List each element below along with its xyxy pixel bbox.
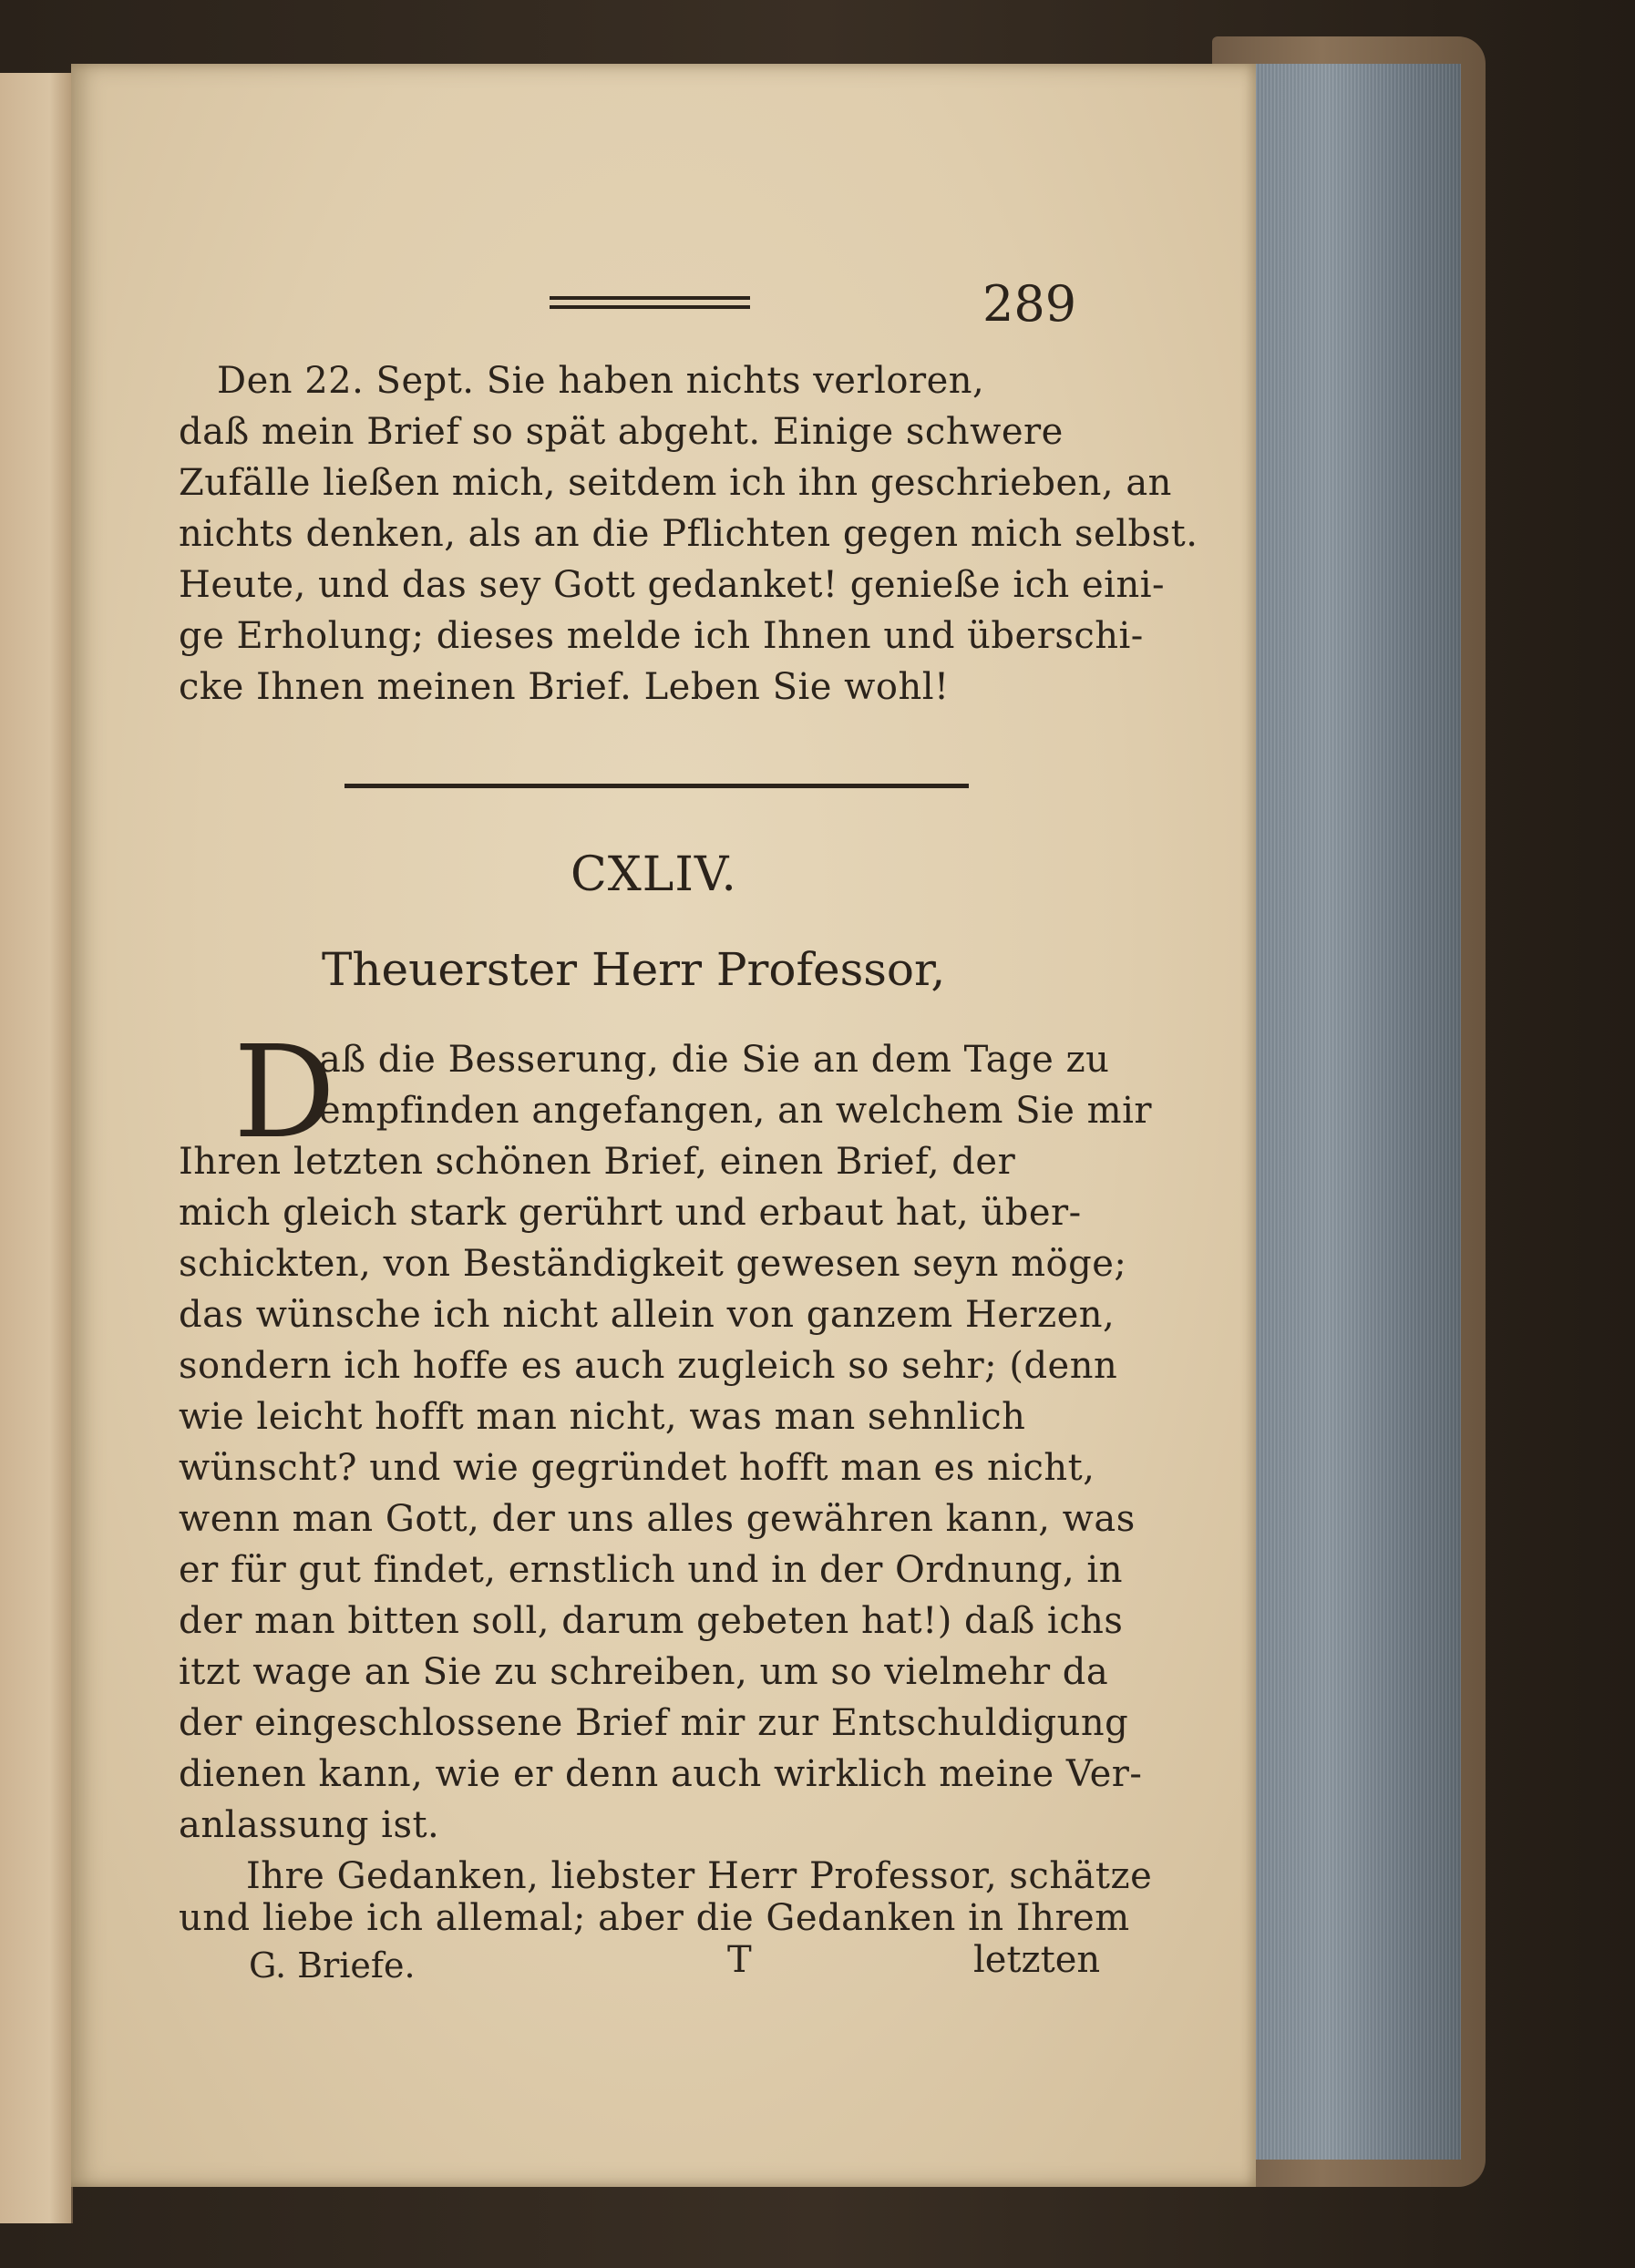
- letter-line: empfinden angefangen, an welchem Sie mir: [319, 1090, 1153, 1132]
- letter-line: schickten, von Beständigkeit gewesen seyn möge;: [179, 1243, 1127, 1285]
- letter-line: anlassung ist.: [179, 1804, 440, 1846]
- letter-line: itzt wage an Sie zu schreiben, um so vielmehr da: [179, 1651, 1109, 1693]
- section-separator-rule: [344, 784, 969, 788]
- signature-mark: T: [727, 1939, 752, 1981]
- entry-line: Den 22. Sept. Sie haben nichts verloren,: [217, 360, 985, 402]
- catchword: letzten: [973, 1939, 1101, 1981]
- page-block-edges: [1253, 64, 1461, 2160]
- entry-line: Heute, und das sey Gott gedanket! genieße ich eini-: [179, 564, 1166, 606]
- letter-line: wenn man Gott, der uns alles gewähren kann, was: [179, 1498, 1136, 1540]
- letter-line: der man bitten soll, darum gebeten hat!) daß ichs: [179, 1600, 1124, 1642]
- book-page: [71, 64, 1256, 2187]
- letter-line: und liebe ich allemal; aber die Gedanken in Ihrem: [179, 1897, 1130, 1939]
- header-double-rule: [550, 296, 750, 309]
- letter-line: mich gleich stark gerührt und erbaut hat, über-: [179, 1192, 1082, 1234]
- entry-line: ge Erholung; dieses melde ich Ihnen und überschi-: [179, 615, 1144, 657]
- entry-line: cke Ihnen meinen Brief. Leben Sie wohl!: [179, 666, 950, 708]
- letter-line: wünscht? und wie gegründet hofft man es nicht,: [179, 1447, 1095, 1489]
- letter-line: das wünsche ich nicht allein von ganzem Herzen,: [179, 1294, 1116, 1336]
- letter-line: er für gut findet, ernstlich und in der Ordnung, in: [179, 1549, 1123, 1591]
- entry-line: nichts denken, als an die Pflichten gegen mich selbst.: [179, 513, 1198, 555]
- letter-line: Ihre Gedanken, liebster Herr Professor, schätze: [246, 1855, 1153, 1897]
- letter-line: aß die Besserung, die Sie an dem Tage zu: [319, 1039, 1110, 1081]
- letter-line: sondern ich hoffe es auch zugleich so sehr; (denn: [179, 1345, 1118, 1387]
- letter-line: wie leicht hofft man nicht, was man sehnlich: [179, 1396, 1026, 1438]
- letter-line: dienen kann, wie er denn auch wirklich meine Ver-: [179, 1753, 1143, 1795]
- entry-line: Zufälle ließen mich, seitdem ich ihn geschrieben, an: [179, 462, 1172, 504]
- page-number: 289: [982, 275, 1077, 333]
- salutation: Theuerster Herr Professor,: [322, 943, 946, 996]
- facing-page-edge: [0, 73, 73, 2223]
- entry-line: daß mein Brief so spät abgeht. Einige schwere: [179, 411, 1064, 453]
- running-title: G. Briefe.: [249, 1945, 416, 1986]
- drop-cap: D: [233, 1019, 336, 1167]
- letter-line: der eingeschlossene Brief mir zur Entschuldigung: [179, 1702, 1129, 1744]
- letter-line: Ihren letzten schönen Brief, einen Brief, der: [179, 1141, 1016, 1183]
- letter-number: CXLIV.: [571, 847, 737, 902]
